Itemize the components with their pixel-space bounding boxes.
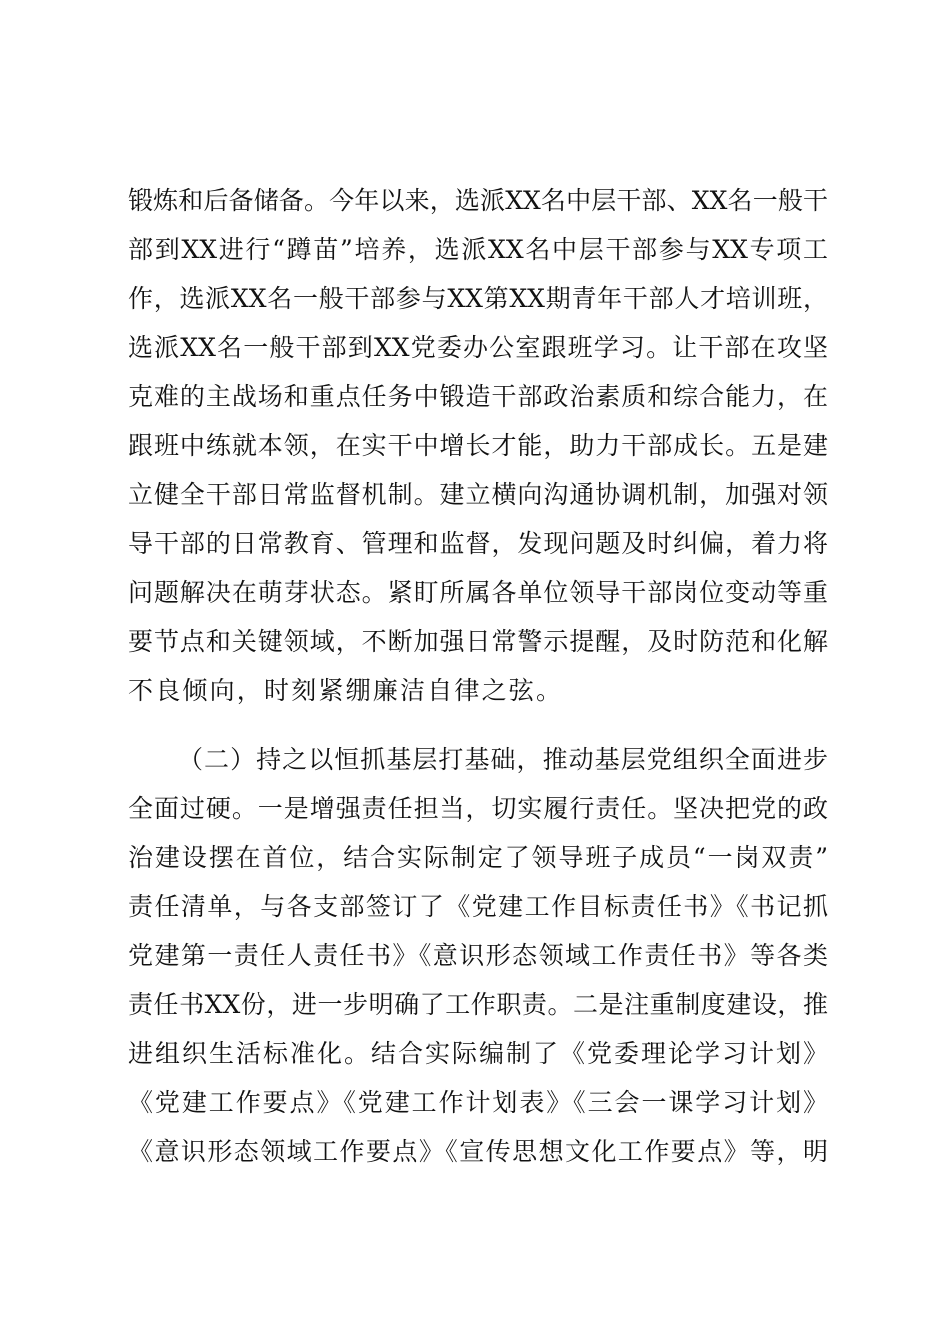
- text-line: 治建设摆在首位，结合实际制定了领导班子成员“一岗双责”: [128, 843, 828, 872]
- text-line: 党建第一责任人责任书》《意识形态领域工作责任书》等各类: [128, 941, 828, 970]
- text-line: 部到XX进行“蹲苗”培养，选派XX名中层干部参与XX专项工: [128, 235, 828, 264]
- body-text: [128, 176, 828, 1176]
- paragraph-spacing: [128, 715, 828, 735]
- text-line: 《党建工作要点》《党建工作计划表》《三会一课学习计划》: [128, 1088, 828, 1117]
- text-line: 责任清单，与各支部签订了《党建工作目标责任书》《书记抓: [128, 892, 828, 921]
- paragraph: [128, 735, 828, 1176]
- text-line: 作，选派XX名一般干部参与XX第XX期青年干部人才培训班，: [128, 284, 828, 313]
- text-line: 克难的主战场和重点任务中锻造干部政治素质和综合能力，在: [128, 382, 828, 411]
- text-line: 选派XX名一般干部到XX党委办公室跟班学习。让干部在攻坚: [128, 333, 828, 362]
- text-line: 立健全干部日常监督机制。建立横向沟通协调机制，加强对领: [128, 480, 828, 509]
- text-line: 责任书XX份，进一步明确了工作职责。二是注重制度建设，推: [128, 990, 828, 1019]
- text-line: 跟班中练就本领，在实干中增长才能，助力干部成长。五是建: [128, 431, 828, 460]
- text-line: 《意识形态领域工作要点》《宣传思想文化工作要点》等，明: [128, 1137, 828, 1166]
- text-line: 进组织生活标准化。结合实际编制了《党委理论学习计划》: [128, 1039, 828, 1068]
- text-line: 导干部的日常教育、管理和监督，发现问题及时纠偏，着力将: [128, 529, 828, 558]
- text-line: 全面过硬。一是增强责任担当，切实履行责任。坚决把党的政: [128, 794, 828, 823]
- text-line: （二）持之以恒抓基层打基础，推动基层党组织全面进步: [178, 745, 828, 774]
- text-line: 要节点和关键领域，不断加强日常警示提醒，及时防范和化解: [128, 627, 828, 656]
- text-line: 问题解决在萌芽状态。紧盯所属各单位领导干部岗位变动等重: [128, 578, 828, 607]
- text-line: 锻炼和后备储备。今年以来，选派XX名中层干部、XX名一般干: [128, 186, 828, 215]
- text-line: 不良倾向，时刻紧绷廉洁自律之弦。: [128, 676, 564, 705]
- paragraph: [128, 176, 828, 715]
